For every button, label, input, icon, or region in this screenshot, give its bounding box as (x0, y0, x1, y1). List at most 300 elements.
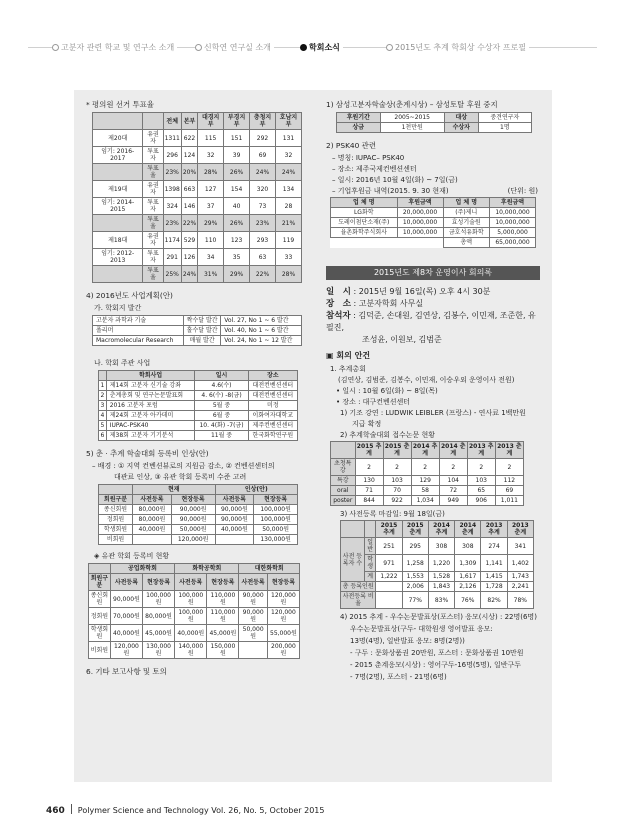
table-cell: 29% (198, 215, 224, 232)
table-cell: 844 (355, 496, 383, 506)
sponsor-cell: 1천만원 (380, 123, 444, 133)
header-cell: 현장등록 (143, 574, 175, 591)
table-cell: 151 (224, 130, 250, 147)
table-cell: 정회원 (89, 608, 111, 625)
related-blank-header (89, 564, 111, 574)
table-cell: 제38회 고분자 기기분석 (106, 431, 195, 441)
table-cell: 296 (163, 147, 181, 164)
event-table (98, 370, 298, 441)
table-cell: 제19대 (93, 181, 143, 198)
table-cell: 제14회 고분자 신기술 강좌 (106, 381, 195, 391)
table-cell: 22% (250, 266, 276, 283)
table-cell: 3 (100, 402, 105, 409)
header-cell: 전체 (163, 113, 181, 130)
table-cell: 33 (276, 249, 302, 266)
table-cell: 83% (428, 592, 454, 609)
table-cell: 82% (481, 592, 507, 609)
reg-group-label: 사전 등록자 수 (341, 538, 365, 582)
table-cell: 80,000원 (143, 608, 175, 625)
fee-blank-header (99, 485, 133, 495)
table-row (341, 582, 534, 592)
table-cell: 55,000원 (267, 625, 299, 642)
table-cell: 1,220 (428, 555, 454, 572)
sponsor-cell: 수상자 (444, 123, 478, 133)
table-cell: 24% (181, 266, 197, 283)
table-cell (215, 535, 254, 545)
table-cell: 130,000원 (143, 642, 175, 659)
header-cell: 2015 춘계 (402, 521, 428, 538)
nav-item-lab-intro[interactable]: 신학연 연구실 소개 (195, 42, 274, 54)
header-cell: 2014 춘계 (440, 443, 466, 457)
table-row (93, 215, 302, 232)
table-cell (93, 266, 143, 283)
table-cell: 10. 4(화) -7(금) (195, 421, 248, 431)
table-cell: 77% (402, 592, 428, 609)
table-row (99, 391, 298, 401)
header-cell: 회원구분 (89, 574, 111, 591)
table-row (93, 249, 302, 266)
header-cell: 학회사업 (106, 371, 195, 381)
table-cell: 24% (250, 164, 276, 181)
table-cell: 1,415 (481, 572, 507, 582)
psk-line: – 일시: 2016년 10월 4일(화) ~ 7일(금) (332, 176, 458, 184)
table-row (93, 198, 302, 215)
table-cell: 154 (224, 181, 250, 198)
fee-background-2: 대관료 인상, ③ 유관 학회 등록비 수준 고려 (114, 473, 247, 481)
table-cell (133, 535, 172, 545)
header-cell (93, 113, 143, 130)
table-cell: LG화학 (331, 208, 398, 218)
table-cell: 2 (355, 459, 383, 476)
header-cell: 부경지부 (224, 113, 250, 130)
table-row (99, 421, 298, 431)
related-group-1: 화학공학회 (175, 564, 239, 574)
award-line: 13명(4명), 일반발표 응모: 8명(2명)) (350, 637, 465, 645)
table-cell: poster (331, 496, 356, 506)
table-row (341, 538, 534, 555)
header-cell (364, 521, 375, 538)
table-cell: 유권자 (143, 232, 163, 249)
table-cell: 1,402 (507, 555, 533, 572)
table-cell: 4. 6(수) -8(금) (195, 391, 248, 401)
table-cell: 949 (439, 496, 467, 506)
table-cell: 2,241 (507, 582, 533, 592)
table-cell: 120,000원 (267, 608, 299, 625)
table-cell: 23% (163, 215, 181, 232)
nav-item-society-news[interactable]: 학회소식 (300, 42, 343, 54)
table-cell: 529 (181, 232, 197, 249)
table-cell: 투표자 (143, 147, 163, 164)
table-cell: 90,000원 (171, 515, 215, 525)
header-cell: 호남지부 (276, 113, 302, 130)
table-cell: 1,743 (507, 572, 533, 582)
table-cell: 251 (376, 538, 402, 555)
table-cell: 200,000원 (267, 642, 299, 659)
vote-table (92, 112, 302, 283)
table-row (331, 496, 524, 506)
table-cell: (주)제니 (443, 208, 490, 218)
header-cell (331, 442, 356, 459)
header-cell: 대경지부 (198, 113, 224, 130)
sponsor-cell: 2005~2015 (380, 113, 444, 123)
table-cell: 134 (276, 181, 302, 198)
header-cell: 업 체 명 (443, 198, 490, 208)
table-cell: 100,000원 (175, 608, 207, 625)
header-cell: 2013 춘계 (497, 443, 522, 457)
table-row (331, 486, 524, 496)
fee-current-header: 현재 (133, 485, 215, 495)
table-row (99, 381, 298, 391)
psk-fund-label: – 기업후원금 내역(2015. 9. 30 현재) (332, 187, 449, 195)
table-row (99, 411, 298, 421)
table-row (99, 515, 298, 525)
table-cell: 110,000원 (207, 608, 239, 625)
header-cell (99, 371, 107, 381)
table-row (99, 431, 298, 441)
table-row (93, 232, 302, 249)
table-cell: 130,000원 (254, 535, 298, 545)
table-row (341, 592, 534, 609)
header-cell: 업 체 명 (331, 198, 398, 208)
table-cell: 622 (181, 130, 197, 147)
table-cell: 1,553 (402, 572, 428, 582)
publication-table (92, 315, 302, 346)
table-cell: 28% (198, 164, 224, 181)
table-cell: 65 (467, 486, 495, 496)
fee-background-1: – 배경 : ① 지역 컨벤션뷰로의 지원금 감소, ② 컨벤션센터의 (92, 462, 275, 470)
table-cell: 70 (383, 486, 411, 496)
award-line: - 2015 춘계응모(시상) : 영어구두-16명(5명), 일반구두 (350, 661, 522, 669)
table-cell: 295 (402, 538, 428, 555)
header-cell: 사전등록 (239, 574, 267, 591)
table-cell: 학생회원 (89, 625, 111, 642)
table-cell: 320 (250, 181, 276, 198)
right-column (326, 98, 540, 684)
table-cell: 5 (100, 422, 105, 429)
header-cell: 현장등록 (207, 574, 239, 591)
fund-total: 65,000,000 (490, 238, 536, 248)
table-cell: 학생 (364, 555, 375, 572)
table-cell: 69 (495, 486, 523, 496)
table-cell: 1 (100, 382, 105, 389)
table-cell: 폴리머 (93, 326, 184, 336)
table-row (93, 336, 302, 346)
table-row (331, 459, 524, 476)
abstract-table (330, 441, 524, 506)
table-cell: 971 (376, 555, 402, 572)
circle-icon (52, 44, 59, 51)
table-cell (376, 582, 402, 592)
table-cell: oral (331, 486, 356, 496)
table-cell: 1,528 (428, 572, 454, 582)
table-cell: 5월 중 (195, 401, 248, 411)
table-row (99, 525, 298, 535)
table-cell: 학생회원 (99, 525, 133, 535)
registration-table (340, 520, 534, 609)
table-cell: 90,000원 (171, 505, 215, 515)
page-number: 460 (46, 806, 65, 816)
table-cell: 계 (364, 572, 375, 582)
table-cell: 39 (224, 147, 250, 164)
header-cell (143, 113, 163, 130)
table-cell: 1,258 (402, 555, 428, 572)
agenda-title: ▣ 회의 안건 (326, 351, 371, 360)
table-cell: 341 (507, 538, 533, 555)
table-cell: 50,000원 (239, 625, 267, 642)
table-row (93, 316, 302, 326)
table-cell: 비회원 (89, 642, 111, 659)
table-cell: 115 (198, 130, 224, 147)
table-row (93, 326, 302, 336)
table-cell: 127 (198, 181, 224, 198)
table-cell: 1398 (163, 181, 181, 198)
table-cell: 28 (276, 198, 302, 215)
table-cell: 2 (467, 459, 495, 476)
table-cell: 120,000원 (110, 642, 142, 659)
table-cell: 34 (198, 249, 224, 266)
table-cell: 71 (355, 486, 383, 496)
table-cell: 매월 발간 (183, 336, 220, 346)
related-group-0: 공업화학회 (110, 564, 174, 574)
table-cell: 특강 (331, 476, 356, 486)
sponsor-cell: 대상 (444, 113, 478, 123)
header-cell: 후원금액 (490, 198, 536, 208)
table-cell: 유권자 (143, 130, 163, 147)
table-cell: 663 (181, 181, 197, 198)
table-cell: 110,000원 (207, 591, 239, 608)
registration-title: 3) 사전등록 마감일: 9월 18일(금) (340, 510, 445, 518)
table-row (93, 147, 302, 164)
table-cell: 100,000원 (254, 515, 298, 525)
psk-unit: (단위: 원) (507, 187, 538, 195)
header-cell: 충청지부 (250, 113, 276, 130)
table-cell: 1,141 (481, 555, 507, 572)
table-row (93, 164, 302, 181)
table-cell: 112 (495, 476, 523, 486)
table-cell: 50,000원 (254, 525, 298, 535)
table-cell (376, 592, 402, 609)
header-cell: 2014 춘계 (455, 521, 481, 538)
table-cell: 69 (250, 147, 276, 164)
nav-item-research-institutes[interactable]: 고분자 관련 학교 및 연구소 소개 (52, 42, 177, 54)
sponsor-cell: 중견연구자 (478, 113, 531, 123)
header-cell: 2014 추계 (412, 443, 438, 457)
table-cell: 78% (507, 592, 533, 609)
table-cell: 정회원 (99, 515, 133, 525)
table-row (331, 208, 536, 218)
table-row (331, 476, 524, 486)
table-cell: 100,000원 (254, 505, 298, 515)
table-row (93, 130, 302, 147)
table-cell: 10,000,000 (397, 228, 443, 238)
table-cell: 129 (411, 476, 439, 486)
table-cell: 308 (455, 538, 481, 555)
header-cell: 2014 추계 (428, 521, 454, 538)
table-cell: 32 (276, 147, 302, 164)
table-cell: 1,728 (481, 582, 507, 592)
keynote-line-1: 1) 기조 강연 : LUDWIK LEIBLER (프랑스) - 연사료 1백만원 (340, 409, 526, 417)
table-cell: 투표율 (143, 266, 163, 283)
table-cell: 2,126 (455, 582, 481, 592)
header-cell: 회원구분 (99, 495, 133, 505)
table-cell: 63 (250, 249, 276, 266)
table-cell: 대전컨벤션센터 (248, 391, 297, 401)
table-cell: 사전등록 비율 (341, 592, 376, 609)
award-line: 4) 2015 추계 - 우수논문발표상(포스터) 응모(시상) : 22명(6명) (340, 613, 537, 621)
table-cell: 투표율 (143, 215, 163, 232)
award-line: 우수논문발표상(구두- 대학원생 영어발표 응모: (350, 625, 493, 633)
table-row (331, 218, 536, 228)
sponsor-cell: 상금 (337, 123, 381, 133)
table-cell: 32 (198, 147, 224, 164)
table-row (89, 591, 300, 608)
top-nav (0, 0, 621, 64)
related-title: ◈ 유관 학회 등록비 현황 (94, 552, 170, 560)
table-cell: 120,000원 (267, 591, 299, 608)
table-cell: 274 (481, 538, 507, 555)
page-footer (46, 804, 324, 816)
fee-table (98, 484, 298, 545)
table-cell: 50,000원 (171, 525, 215, 535)
fund-total-label: 총액 (443, 238, 490, 248)
table-cell: Vol. 24, No 1 ~ 12 발간 (221, 336, 302, 346)
table-cell: 6월 중 (195, 411, 248, 421)
table-cell: 효성기술원 (443, 218, 490, 228)
table-cell: 45,000원 (207, 625, 239, 642)
table-cell: 80,000원 (133, 505, 172, 515)
header-cell: 후원금액 (397, 198, 443, 208)
table-cell: 2 (100, 392, 105, 399)
table-row (89, 608, 300, 625)
table-cell: 2 (495, 459, 523, 476)
meeting-attendees-2: 조성윤, 이원보, 김범준 (362, 335, 442, 344)
table-cell: 고분자 과학과 기술 (93, 316, 184, 326)
table-cell: 293 (250, 232, 276, 249)
table-cell: 103 (383, 476, 411, 486)
sponsor-title: 1) 삼성고분자학술상(춘계시상) – 삼성토탈 후원 중지 (326, 100, 498, 109)
table-cell: Vol. 27, No 1 ~ 6 발간 (221, 316, 302, 326)
header-cell: 현장등록 (267, 574, 299, 591)
fee-proposed-header: 인상(안) (215, 485, 298, 495)
table-cell: 도레이첨단소재(주) (331, 218, 398, 228)
header-cell: 2015 추계 (356, 443, 382, 457)
table-cell: 45,000원 (143, 625, 175, 642)
header-cell: 사전등록 (133, 495, 172, 505)
table-cell: 58 (411, 486, 439, 496)
table-cell: 90,000원 (239, 591, 267, 608)
table-row (99, 505, 298, 515)
table-cell: 2 (411, 459, 439, 476)
agenda-date: • 일시 : 10월 6일(화) ~ 8일(목) (336, 387, 438, 395)
table-cell: 292 (250, 130, 276, 147)
meeting-date: 일 시 : 2015년 9월 16일(목) 오후 4시 30분 (326, 287, 491, 297)
related-group-2: 대한화학회 (239, 564, 300, 574)
table-cell: 유권자 (143, 181, 163, 198)
table-cell: 40,000원 (110, 625, 142, 642)
table-cell: 80,000원 (133, 515, 172, 525)
table-cell: 1174 (163, 232, 181, 249)
table-cell: 308 (428, 538, 454, 555)
table-cell: 일반 (364, 538, 375, 555)
table-cell: 짝수달 발간 (183, 316, 220, 326)
table-cell: 춘계총회 및 연구논문발표회 (106, 391, 195, 401)
table-row (93, 181, 302, 198)
header-cell: 2015 추계 (376, 521, 402, 538)
header-cell: 현장등록 (254, 495, 298, 505)
header-cell: 일시 (195, 371, 248, 381)
table-cell: 투표자 (143, 249, 163, 266)
table-cell: 4 (100, 412, 105, 419)
header-cell: 사전등록 (175, 574, 207, 591)
table-cell: 임기: 2016-2017 (93, 147, 143, 164)
keynote-line-2: 지급 확정 (352, 420, 382, 428)
sponsor-table (336, 112, 532, 133)
psk-title: 2) PSK40 관련 (326, 141, 376, 150)
table-cell: 110 (198, 232, 224, 249)
table-row (89, 642, 300, 659)
plan-title: 4) 2016년도 사업계획(안) (86, 291, 173, 300)
agenda-item-1: 1. 추계총회 (330, 365, 366, 373)
table-cell: 31% (198, 266, 224, 283)
table-cell: 126 (181, 249, 197, 266)
table-cell: 투표자 (143, 198, 163, 215)
table-cell: 324 (163, 198, 181, 215)
nav-item-award-profiles[interactable]: 2015년도 추계 학회상 수상자 프로필 (386, 42, 529, 54)
header-cell: 사전등록 (215, 495, 254, 505)
table-row (93, 266, 302, 283)
table-cell: 1311 (163, 130, 181, 147)
table-cell: 140,000원 (175, 642, 207, 659)
table-cell: 종신회원 (99, 505, 133, 515)
table-cell: 10,000,000 (490, 208, 536, 218)
table-cell: 비회원 (99, 535, 133, 545)
table-cell: 1,034 (411, 496, 439, 506)
award-line: - 7명(2명), 포스터 - 21명(6명) (350, 673, 447, 681)
table-cell: 146 (181, 198, 197, 215)
table-cell: 76% (455, 592, 481, 609)
table-cell: 20% (181, 164, 197, 181)
header-cell: 현장등록 (171, 495, 215, 505)
table-cell: 제주컨벤션센터 (248, 421, 297, 431)
table-cell: 미정 (248, 401, 297, 411)
fund-table (330, 197, 536, 248)
fee-title: 5) 춘 · 추계 학술대회 등록비 인상(안) (86, 449, 209, 458)
table-cell: 291 (163, 249, 181, 266)
table-row (99, 401, 298, 411)
table-cell: 23% (250, 215, 276, 232)
table-cell (93, 215, 143, 232)
table-cell: 72 (439, 486, 467, 496)
table-cell: 24% (276, 164, 302, 181)
other-title: 6. 기타 보고사항 및 토의 (86, 667, 167, 676)
table-cell: 90,000원 (215, 515, 254, 525)
table-cell: 123 (224, 232, 250, 249)
table-cell: 28% (276, 266, 302, 283)
sponsor-cell: 1명 (478, 123, 531, 133)
table-cell: 22% (181, 215, 197, 232)
table-cell: 2 (439, 459, 467, 476)
vote-title: * 평의원 선거 투표율 (86, 100, 154, 109)
meeting-banner: 2015년도 제8차 운영이사 회의록 (326, 266, 540, 280)
table-cell: 금호석유화학 (443, 228, 490, 238)
table-cell: 90,000원 (110, 591, 142, 608)
table-cell: 제20대 (93, 130, 143, 147)
table-cell: 임기: 2012-2013 (93, 249, 143, 266)
agenda-place: • 장소 : 대구컨벤션센터 (336, 398, 411, 406)
table-cell: 120,000원 (171, 535, 215, 545)
table-cell: 23% (163, 164, 181, 181)
table-cell: 20,000,000 (397, 208, 443, 218)
